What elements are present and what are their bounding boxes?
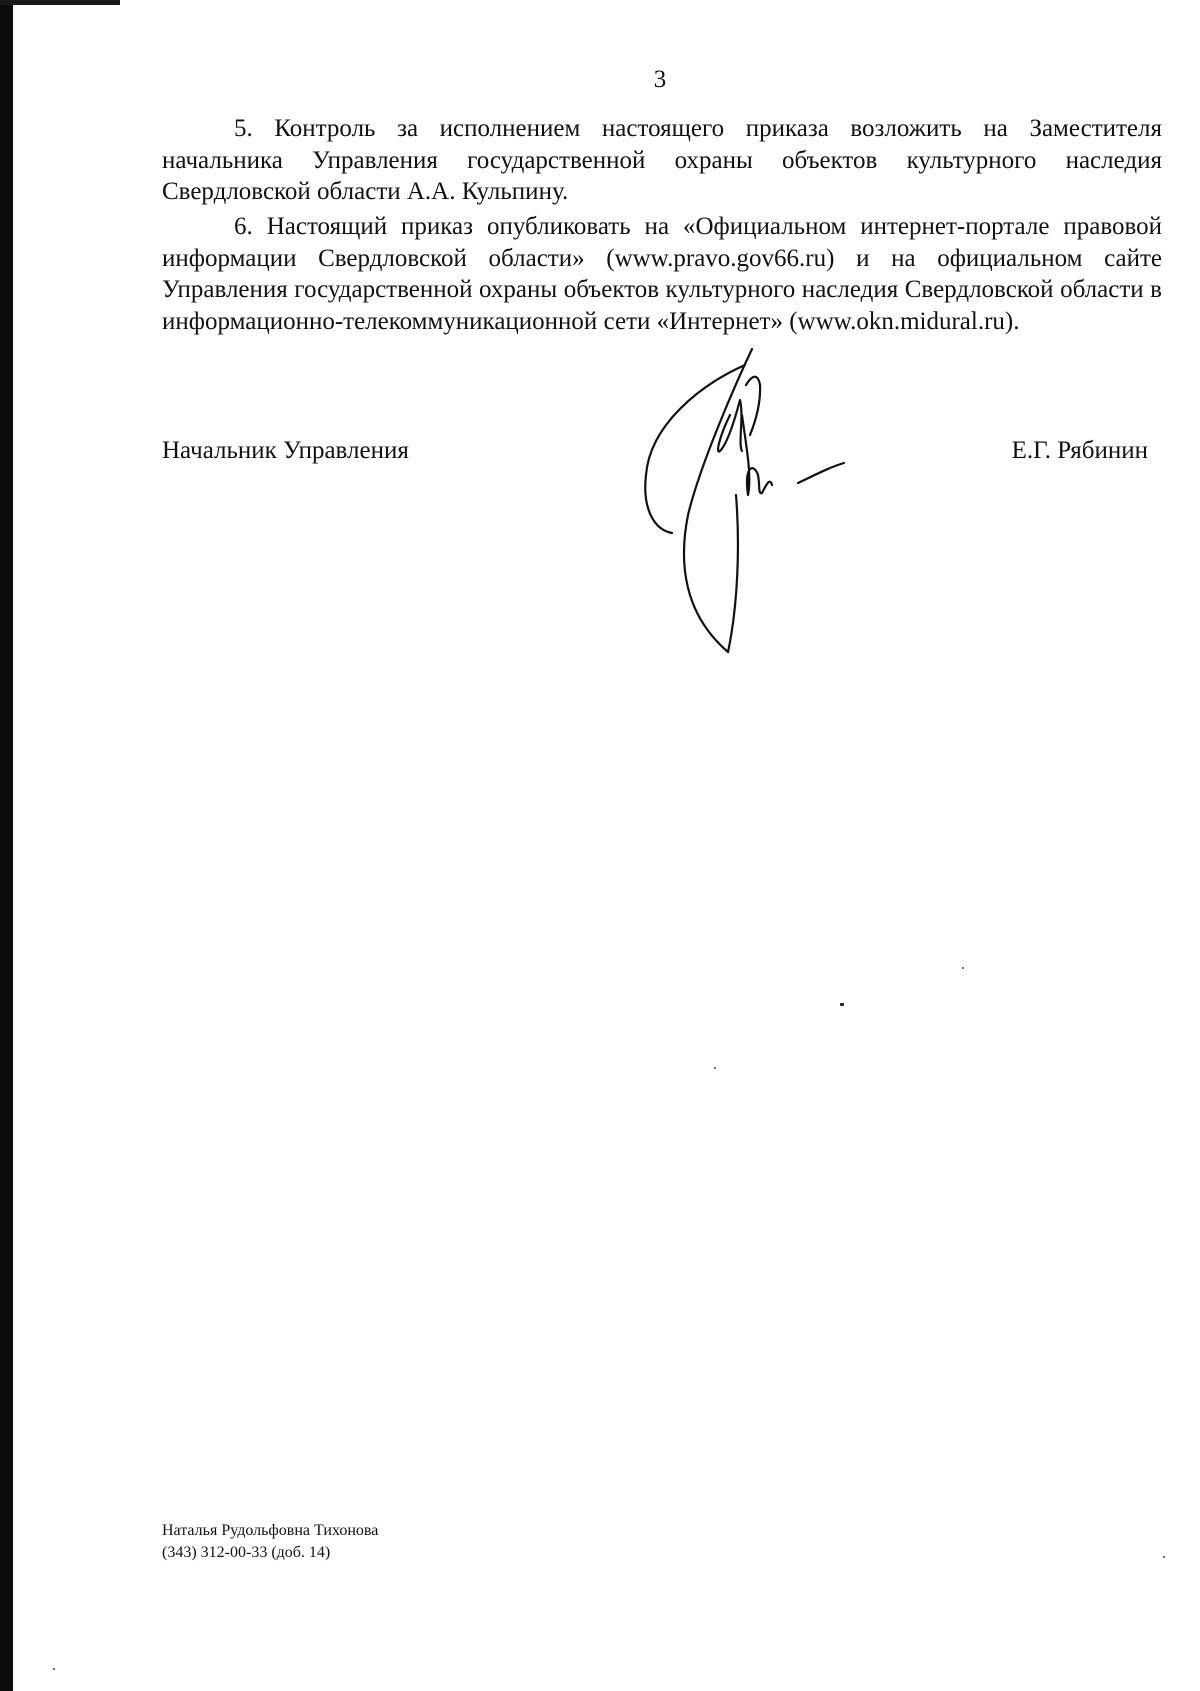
contact-phone: (343) 312-00-33 (доб. 14): [162, 1544, 331, 1561]
page-number: 3: [653, 66, 667, 93]
scan-speck: [53, 1668, 55, 1670]
signatory-position: Начальник Управления: [162, 437, 409, 464]
paragraph-6: [162, 211, 1162, 337]
handwritten-signature: [640, 345, 920, 665]
scan-speck: [962, 967, 964, 969]
contact-info: [162, 1520, 378, 1564]
contact-person: Наталья Рудольфовна Тихонова: [162, 1522, 379, 1539]
scan-border-top: [0, 0, 120, 5]
paragraph-5: [162, 113, 1162, 208]
scan-speck: [714, 1067, 716, 1069]
scan-border-left: [0, 0, 13, 1691]
scan-speck: [840, 1003, 844, 1006]
signatory-name: Е.Г. Рябинин: [1011, 437, 1148, 464]
paragraph-6-text: 6. Настоящий приказ опубликовать на «Официальном интернет-портале правовой информации Свердловской области» (www.pravo.gov66.ru) и на официальном сайте Управления государственной охраны объектов культурного наследия Свердловской области в информационно-телекоммуникационной сети «Интернет» (www.okn.midural.ru).: [162, 213, 1162, 335]
scan-speck: [1163, 1556, 1165, 1558]
paragraph-5-text: 5. Контроль за исполнением настоящего приказа возложить на Заместителя начальника Управления государственной охраны объектов культурного наследия Свердловской области А.А. Кульпину.: [162, 115, 1162, 205]
